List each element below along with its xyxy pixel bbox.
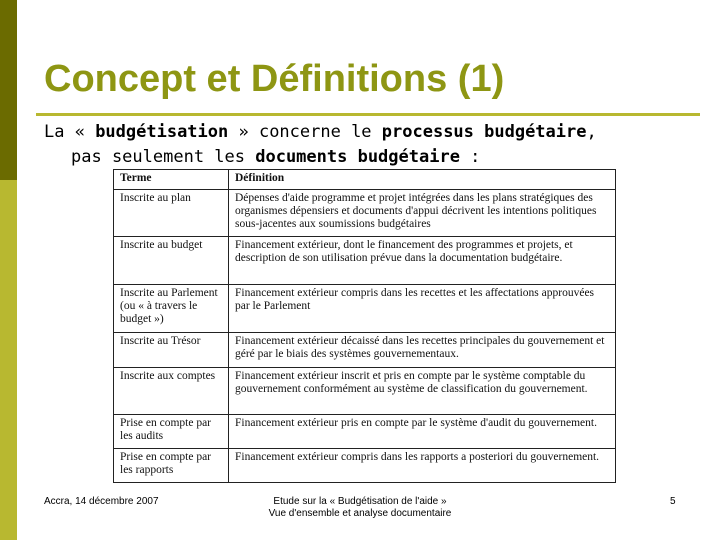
definition-cell: Dépenses d'aide programme et projet intégrées dans les plans stratégiques des organismes dépensiers et documents d'appui décrivent les intentions politiques sous-jacentes aux soumissions budgétaires	[229, 190, 616, 237]
definition-cell: Financement extérieur compris dans les rapports a posteriori du gouvernement.	[229, 449, 616, 483]
header-term: Terme	[114, 170, 229, 190]
intro-line-1	[44, 120, 704, 145]
intro-bold1: budgétisation	[95, 122, 229, 142]
table-row	[114, 368, 616, 415]
intro-part1: La «	[44, 122, 96, 142]
definition-cell: Financement extérieur inscrit et pris en compte par le système comptable du gouvernement conformément au système de classification du gouvernement.	[229, 368, 616, 415]
footer-date: Accra, 14 décembre 2007	[44, 496, 159, 507]
intro-bold2: processus budgétaire	[381, 122, 587, 142]
table-row	[114, 415, 616, 449]
decorative-bar-bottom	[0, 180, 17, 540]
term-cell: Inscrite au Trésor	[114, 333, 229, 368]
table-header-row	[114, 170, 616, 190]
intro-part2: » concerne le	[228, 122, 382, 142]
table-row	[114, 237, 616, 285]
footer-center-line1: Etude sur la « Budgétisation de l'aide »	[273, 496, 447, 507]
term-cell: Inscrite au plan	[114, 190, 229, 237]
term-cell: Inscrite au budget	[114, 237, 229, 285]
table-row	[114, 190, 616, 237]
intro-part3: ,	[586, 122, 597, 142]
table-row	[114, 333, 616, 368]
page-number: 5	[670, 496, 676, 507]
table-row	[114, 449, 616, 483]
definition-cell: Financement extérieur, dont le financement des programmes et projets, et description de son utilisation prévue dans la documentation budgétaire.	[229, 237, 616, 285]
intro-text	[44, 120, 704, 170]
intro-line-2	[44, 145, 704, 170]
slide-title: Concept et Définitions (1)	[44, 58, 505, 100]
intro-bold3: documents budgétaire	[255, 147, 460, 167]
table-row	[114, 285, 616, 333]
definitions-table	[113, 169, 616, 483]
term-cell: Inscrite au Parlement (ou « à travers le budget »)	[114, 285, 229, 333]
term-cell: Prise en compte par les rapports	[114, 449, 229, 483]
definition-cell: Financement extérieur compris dans les recettes et les affectations approuvées par le Parlement	[229, 285, 616, 333]
decorative-bar-top	[0, 0, 17, 180]
footer-center	[240, 496, 480, 520]
term-cell: Inscrite aux comptes	[114, 368, 229, 415]
footer-center-line2: Vue d'ensemble et analyse documentaire	[268, 508, 452, 519]
definition-cell: Financement extérieur décaissé dans les recettes principales du gouvernement et géré par le biais des systèmes gouvernementaux.	[229, 333, 616, 368]
header-definition: Définition	[229, 170, 616, 190]
definition-cell: Financement extérieur pris en compte par le système d'audit du gouvernement.	[229, 415, 616, 449]
term-cell: Prise en compte par les audits	[114, 415, 229, 449]
intro-part5: :	[459, 147, 481, 167]
intro-part4: pas seulement les	[71, 147, 256, 167]
title-rule	[36, 113, 700, 116]
